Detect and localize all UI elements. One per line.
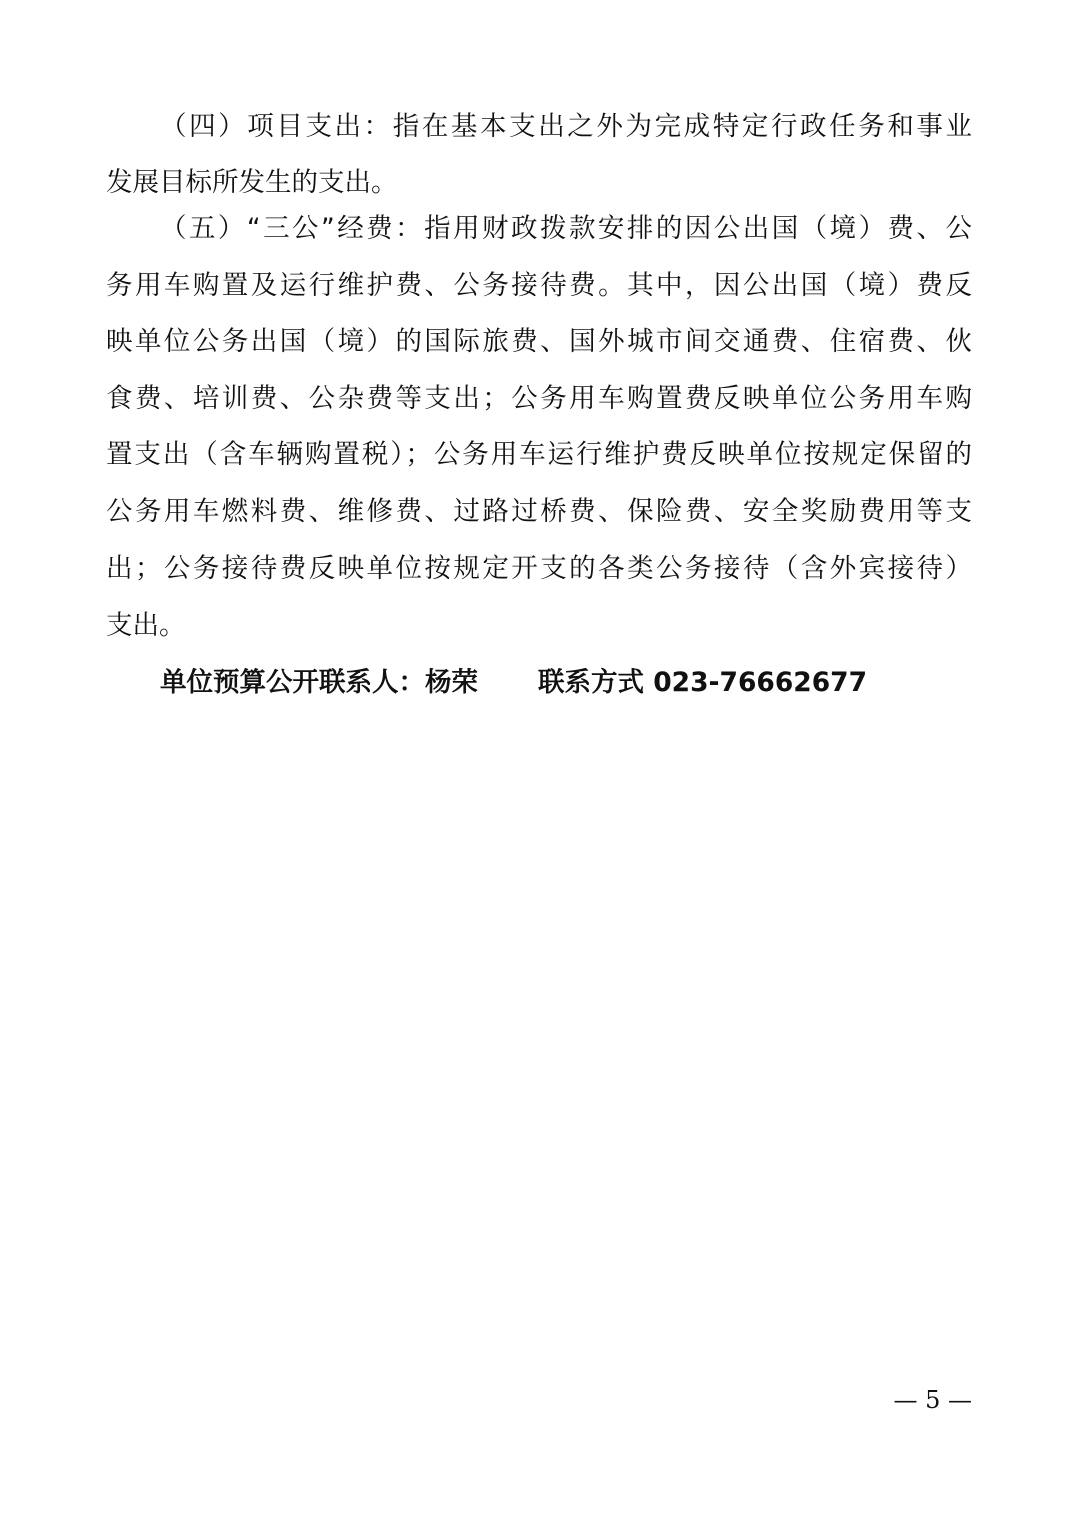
paragraph-three-public-line-6: 公务用车燃料费、维修费、过路过桥费、保险费、安全奖励费用等支: [106, 496, 972, 527]
paragraph-three-public-line-3: 映单位公务出国（境）的国际旅费、国外城市间交通费、住宿费、伙: [106, 326, 972, 357]
contact-person: 单位预算公开联系人：杨荣: [160, 667, 478, 698]
page-number: — 5 —: [893, 1386, 972, 1414]
contact-phone: 联系方式 023-76662677: [538, 667, 868, 698]
paragraph-three-public-line-2: 务用车购置及运行维护费、公务接待费。其中，因公出国（境）费反: [106, 270, 972, 301]
paragraph-project-expenditure-line-2: 发展目标所发生的支出。: [106, 167, 398, 198]
contact-line: [160, 666, 867, 700]
paragraph-three-public-line-7: 出；公务接待费反映单位按规定开支的各类公务接待（含外宾接待）: [106, 553, 972, 584]
paragraph-three-public-line-8: 支出。: [106, 610, 186, 641]
paragraph-three-public-line-5: 置支出（含车辆购置税）；公务用车运行维护费反映单位按规定保留的: [106, 439, 972, 470]
paragraph-three-public-line-4: 食费、培训费、公杂费等支出；公务用车购置费反映单位公务用车购: [106, 383, 972, 414]
paragraph-three-public-line-1: （五）“三公”经费：指用财政拨款安排的因公出国（境）费、公: [160, 213, 972, 244]
paragraph-project-expenditure-line-1: （四）项目支出：指在基本支出之外为完成特定行政任务和事业: [160, 111, 972, 142]
